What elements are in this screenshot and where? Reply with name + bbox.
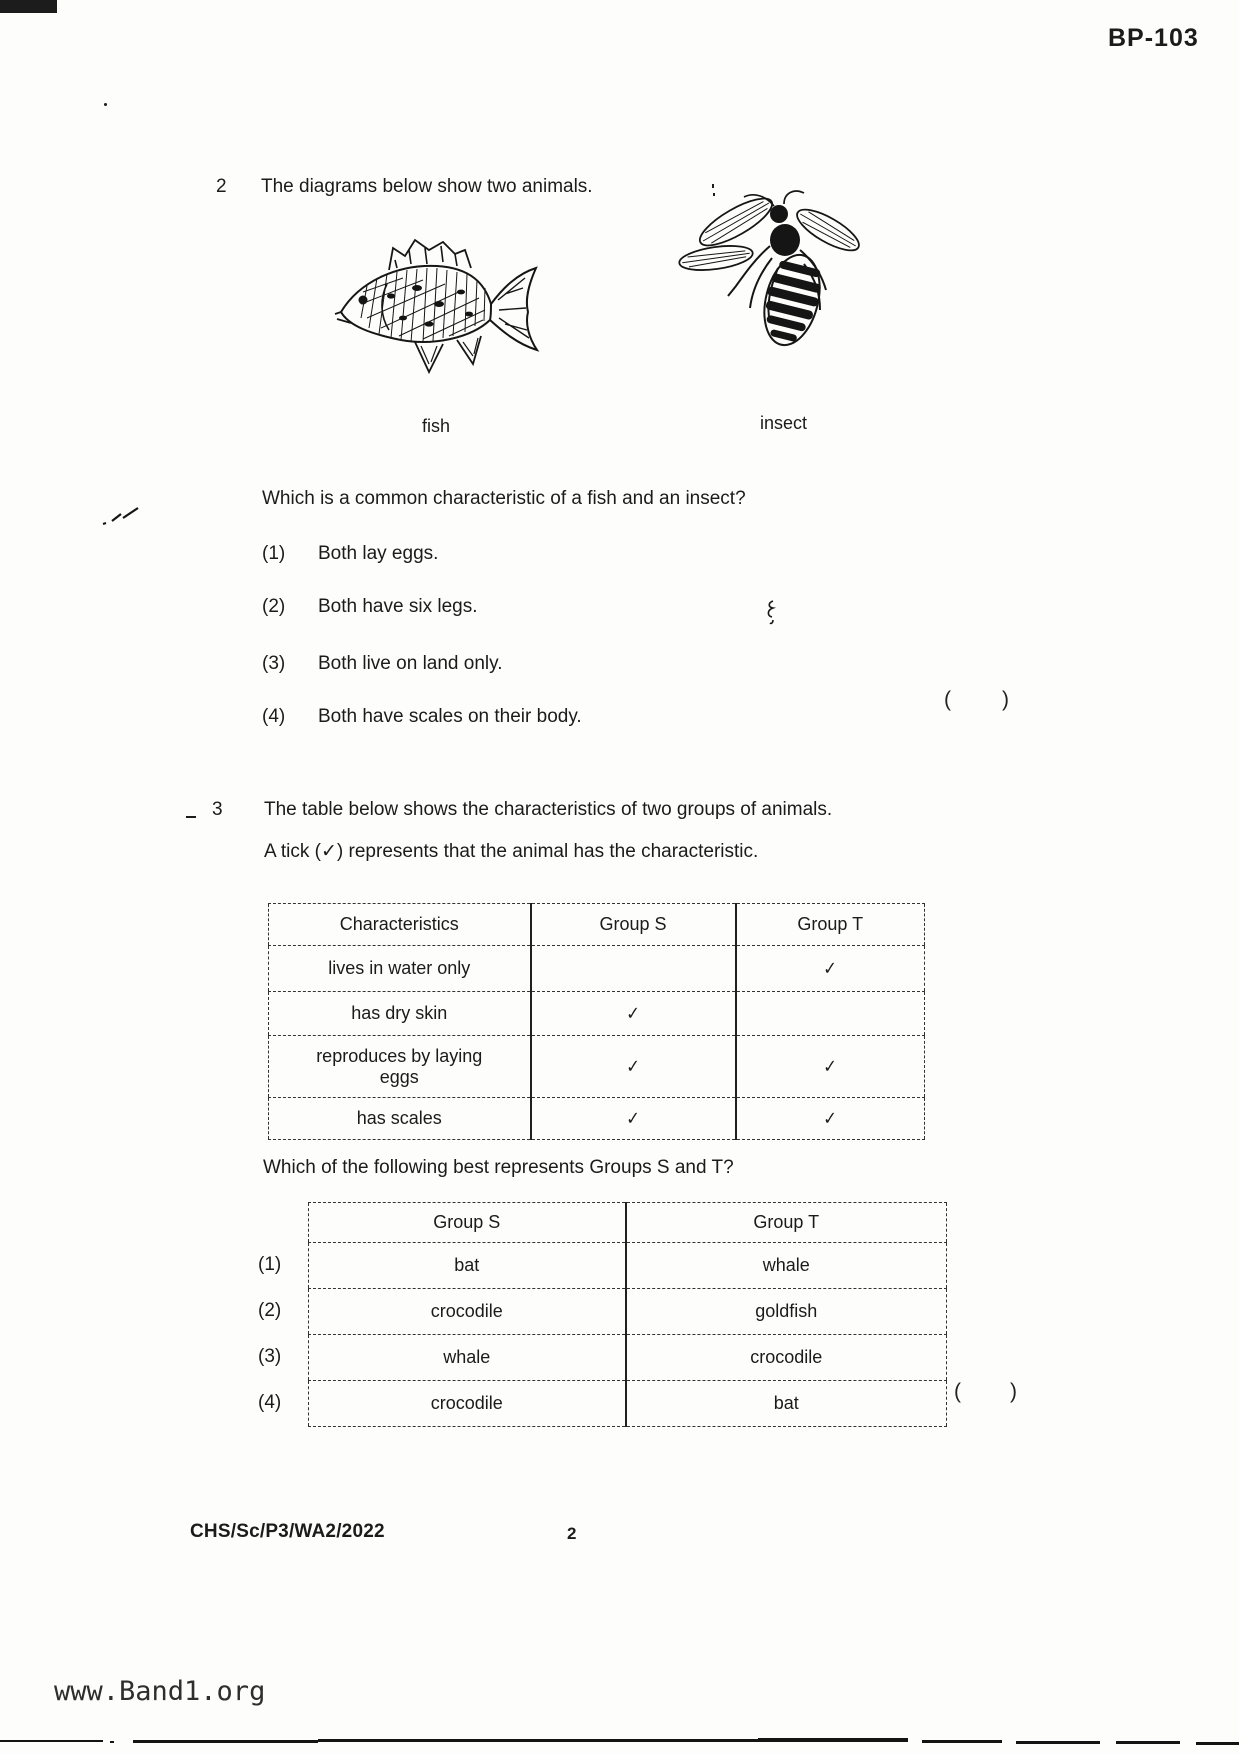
scan-edge-line xyxy=(1196,1742,1239,1745)
fish-illustration xyxy=(333,226,555,398)
option-number: (1) xyxy=(258,1254,282,1275)
header-group-t: Group T xyxy=(736,904,925,946)
characteristic-cell: has scales xyxy=(269,1098,531,1140)
header-group-t: Group T xyxy=(626,1203,947,1243)
scan-edge-line xyxy=(318,1739,758,1742)
option-number: (3) xyxy=(262,653,286,674)
table-row xyxy=(309,1289,947,1335)
answer-options-table xyxy=(308,1202,947,1427)
table-row xyxy=(269,946,925,992)
answer-bracket-open: ( xyxy=(954,1380,961,1403)
page-code: BP-103 xyxy=(1108,24,1199,52)
scan-edge-line xyxy=(758,1738,908,1742)
question-2-prompt: The diagrams below show two animals. xyxy=(261,176,593,197)
tick-mark: ✓ xyxy=(625,1002,641,1026)
header-characteristics: Characteristics xyxy=(269,904,531,946)
scan-scribble xyxy=(100,503,144,529)
question-3-prompt-line2: A tick (✓) represents that the animal has the characteristic. xyxy=(264,841,759,862)
tick-cell xyxy=(531,1036,736,1098)
tick-cell xyxy=(736,1098,925,1140)
insect-label: insect xyxy=(760,413,808,433)
characteristic-cell: has dry skin xyxy=(269,992,531,1036)
scan-corner-artifact xyxy=(0,0,57,13)
option-number: (1) xyxy=(262,543,286,564)
question-2-number: 2 xyxy=(216,176,227,197)
answer-bracket-close: ) xyxy=(1002,688,1009,711)
table-header-row xyxy=(309,1203,947,1243)
option-text: Both have six legs. xyxy=(318,596,478,617)
option-text: Both live on land only. xyxy=(318,653,503,674)
insect-illustration xyxy=(658,188,872,372)
option-number: (2) xyxy=(258,1300,282,1321)
animal-cell: crocodile xyxy=(626,1335,947,1381)
tick-cell xyxy=(531,992,736,1036)
footer-document-code: CHS/Sc/P3/WA2/2022 xyxy=(190,1521,385,1542)
table-header-row xyxy=(269,904,925,946)
option-text: Both have scales on their body. xyxy=(318,706,582,727)
option-number: (3) xyxy=(258,1346,282,1367)
question-3-text: Which of the following best represents Groups S and T? xyxy=(263,1157,734,1178)
question-3-number: 3 xyxy=(212,799,223,820)
footer-page-number: 2 xyxy=(567,1524,577,1543)
table-row xyxy=(309,1381,947,1427)
table-row xyxy=(269,1036,925,1098)
animal-cell: crocodile xyxy=(309,1289,626,1335)
scan-edge-line xyxy=(110,1741,114,1743)
scan-edge-line xyxy=(133,1740,318,1743)
table-row xyxy=(309,1243,947,1289)
scan-dot xyxy=(104,103,107,106)
tick-mark: ✓ xyxy=(822,957,838,981)
animal-cell: bat xyxy=(309,1243,626,1289)
answer-bracket-open: ( xyxy=(944,688,951,711)
animal-cell: goldfish xyxy=(626,1289,947,1335)
scan-speck xyxy=(713,193,715,196)
scan-dash xyxy=(186,816,196,818)
tick-mark: ✓ xyxy=(625,1055,641,1079)
animal-cell: crocodile xyxy=(309,1381,626,1427)
tick-cell xyxy=(736,946,925,992)
animal-cell: bat xyxy=(626,1381,947,1427)
table-row xyxy=(269,992,925,1036)
scan-edge-line xyxy=(922,1740,1002,1743)
table-row xyxy=(269,1098,925,1140)
option-number: (4) xyxy=(262,706,286,727)
scan-speck xyxy=(712,184,714,188)
question-2-text: Which is a common characteristic of a fish and an insect? xyxy=(262,488,746,509)
characteristic-cell: reproduces by laying eggs xyxy=(269,1036,531,1098)
scan-edge-line xyxy=(1116,1741,1180,1744)
tick-mark: ✓ xyxy=(625,1107,641,1131)
tick-mark: ✓ xyxy=(822,1107,838,1131)
option-number: (4) xyxy=(258,1392,282,1413)
characteristic-cell: lives in water only xyxy=(269,946,531,992)
scan-edge-line xyxy=(0,1740,103,1742)
scan-edge-line xyxy=(1016,1741,1100,1744)
option-number: (2) xyxy=(262,596,286,617)
option-text: Both lay eggs. xyxy=(318,543,439,564)
tick-cell xyxy=(736,1036,925,1098)
scan-squiggle xyxy=(764,598,778,626)
table-row xyxy=(309,1335,947,1381)
tick-cell xyxy=(531,1098,736,1140)
header-group-s: Group S xyxy=(531,904,736,946)
tick-cell xyxy=(531,946,736,992)
answer-bracket-close: ) xyxy=(1010,1380,1017,1403)
tick-mark: ✓ xyxy=(822,1055,838,1079)
animal-cell: whale xyxy=(309,1335,626,1381)
question-3-prompt-line1: The table below shows the characteristics of two groups of animals. xyxy=(264,799,833,820)
tick-cell xyxy=(736,992,925,1036)
header-group-s: Group S xyxy=(309,1203,626,1243)
watermark-url: www.Band1.org xyxy=(54,1676,266,1707)
fish-label: fish xyxy=(422,416,451,436)
characteristics-table xyxy=(268,903,925,1140)
animal-cell: whale xyxy=(626,1243,947,1289)
